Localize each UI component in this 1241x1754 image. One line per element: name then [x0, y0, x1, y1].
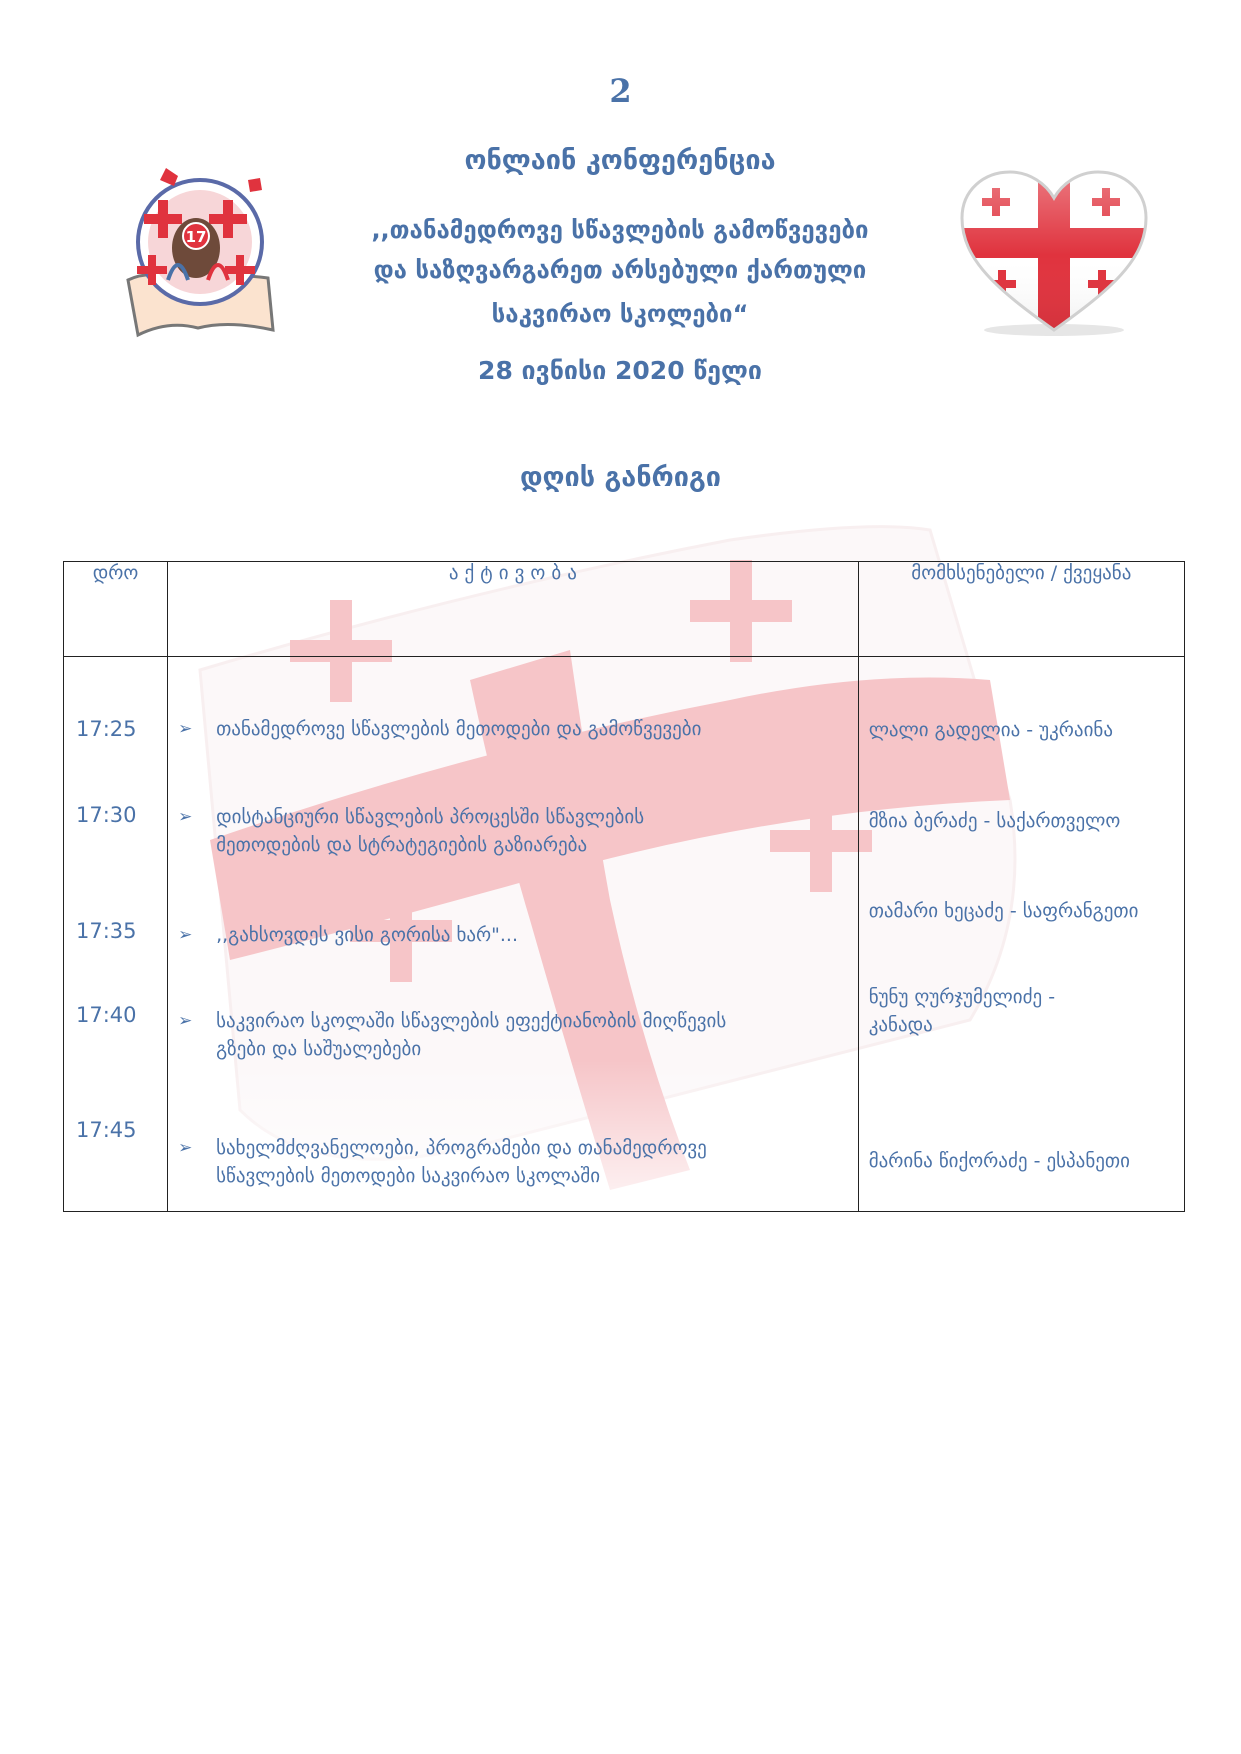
speaker-cell	[869, 716, 1179, 744]
bullet-arrow-icon: ➢	[178, 1011, 193, 1031]
speaker-line: თამარი ხეცაძე - საფრანგეთი	[868, 900, 1139, 922]
activity-column	[168, 657, 859, 1212]
table-body-row	[64, 657, 1185, 1212]
activity-item	[178, 1134, 826, 1190]
time-column	[64, 657, 168, 1212]
conference-title-line-1: ,,თანამედროვე სწავლების გამოწვევები	[371, 216, 869, 244]
conference-title-line-2: და საზღვარგარეთ არსებული ქართული	[373, 256, 867, 284]
bullet-arrow-icon: ➢	[178, 719, 193, 739]
speaker-cell	[869, 807, 1179, 835]
time-cell: 17:30	[76, 803, 137, 827]
time-cell: 17:25	[76, 717, 137, 741]
speaker-cell	[869, 983, 1179, 1039]
speaker-line: მარინა წიქორაძე - ესპანეთი	[868, 1150, 1130, 1172]
speaker-cell	[869, 897, 1179, 925]
speaker-column	[858, 657, 1184, 1212]
activity-line: სახელმძღვანელოები, პროგრამები და თანამედროვე	[216, 1137, 707, 1159]
page-number: 2	[609, 72, 632, 110]
logo-badge-number: 17	[185, 228, 207, 246]
bullet-arrow-icon: ➢	[178, 1138, 193, 1158]
bullet-arrow-icon: ➢	[178, 925, 193, 945]
conference-date: 28 ივნისი 2020 წელი	[478, 356, 762, 385]
agenda-heading: დღის განრიგი	[519, 462, 722, 493]
activity-item	[178, 921, 826, 949]
activity-line: თანამედროვე სწავლების მეთოდები და გამოწვევები	[216, 718, 702, 740]
header-speaker: მომხსენებელი / ქვეყანა	[858, 562, 1184, 657]
heart-flag-icon	[958, 170, 1150, 340]
activity-line: ,,გახსოვდეს ვისი გორისა ხარ"...	[216, 924, 519, 946]
time-cell: 17:40	[76, 1003, 137, 1027]
activity-line: დისტანციური სწავლების პროცესში სწავლების	[216, 806, 645, 828]
speaker-line: ლალი გადელია - უკრაინა	[868, 719, 1113, 741]
bullet-arrow-icon: ➢	[178, 807, 193, 827]
time-cell: 17:45	[76, 1118, 137, 1142]
agenda-table	[63, 561, 1185, 1212]
table-header-row	[64, 562, 1185, 657]
speaker-line: ნუნუ ღურჯუმელიძე -	[868, 986, 1056, 1008]
speaker-line: მზია ბერაძე - საქართველო	[868, 810, 1121, 832]
header-activity: ა ქ ტ ი ვ ო ბ ა	[168, 562, 859, 657]
conference-type: ონლაინ კონფერენცია	[464, 145, 776, 176]
activity-item	[178, 803, 826, 859]
activity-item	[178, 715, 826, 743]
activity-line: მეთოდების და სტრატეგიების გაზიარება	[216, 834, 588, 856]
activity-item	[178, 1007, 826, 1063]
speaker-cell	[869, 1147, 1179, 1175]
header-time: დრო	[64, 562, 168, 657]
activity-line: საკვირაო სკოლაში სწავლების ეფექტიანობის მიღწევის	[216, 1010, 727, 1032]
speaker-line: კანადა	[868, 1014, 933, 1036]
activity-line: სწავლების მეთოდები საკვირაო სკოლაში	[216, 1165, 601, 1187]
school-logo	[108, 160, 288, 350]
activity-line: გზები და საშუალებები	[216, 1038, 422, 1060]
time-cell: 17:35	[76, 919, 137, 943]
conference-title-line-3: საკვირაო სკოლები“	[491, 300, 749, 328]
